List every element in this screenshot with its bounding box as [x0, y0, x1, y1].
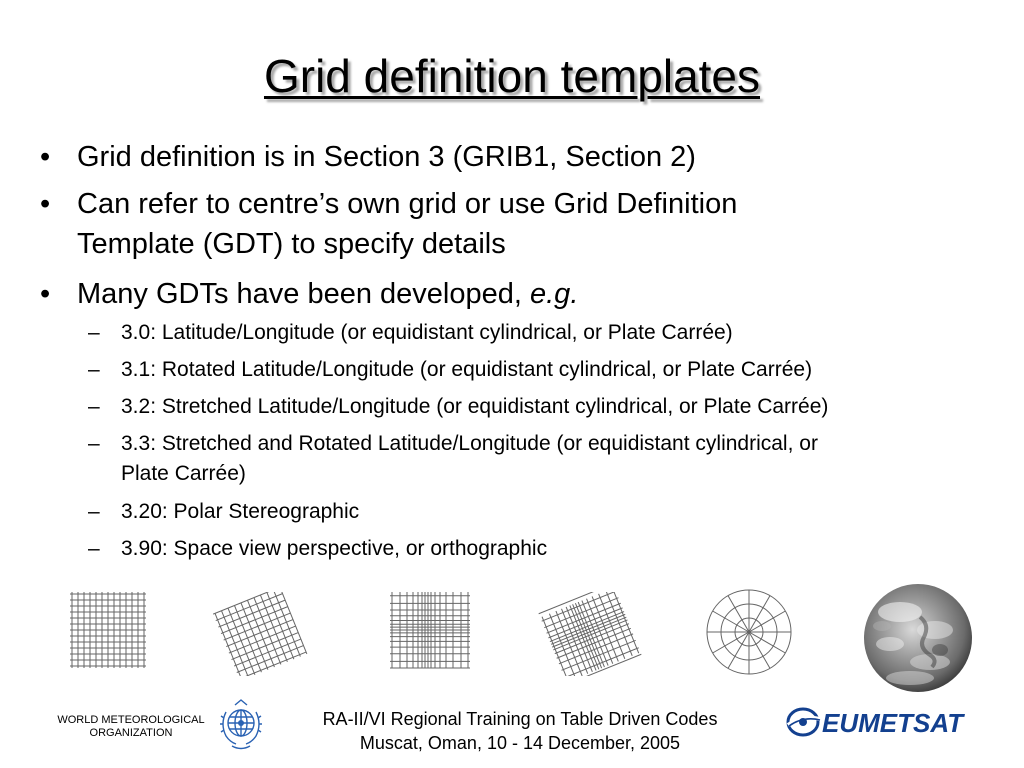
bullet-line: Can refer to centre’s own grid or use Grid Definition: [77, 188, 738, 220]
grid-line: [565, 648, 639, 676]
bullet-text-emphasis: e.g.: [530, 278, 579, 310]
sub-marker: –: [88, 358, 100, 381]
stretched-grid-svg: [388, 590, 472, 670]
earth-disk-svg: [860, 582, 976, 694]
sub-marker: –: [88, 321, 100, 344]
sub-marker: –: [88, 500, 100, 523]
grid-line: [542, 592, 616, 621]
bullet-marker: •: [40, 278, 51, 310]
grid-line: [544, 598, 618, 628]
grid-line: [213, 592, 280, 614]
slide-title: Grid definition templates: [263, 50, 761, 102]
bullet-marker: •: [40, 141, 51, 173]
space-view-earth-illustration: [860, 582, 976, 694]
wmo-name-line: WORLD METEOROLOGICAL: [57, 714, 205, 726]
grid-line: [749, 632, 785, 653]
rotated-grid-svg: [208, 592, 312, 676]
sub-line: 3.3: Stretched and Rotated Latitude/Longitude (or equidistant cylindrical, or: [121, 432, 818, 455]
sub-text: 3.90: Space view perspective, or orthographic: [121, 537, 548, 560]
bullet-text: Grid definition is in Section 3 (GRIB1, Section 2): [77, 141, 696, 173]
eumetsat-logo-text: EUMETSAT: [822, 708, 964, 738]
sub-text: 3.1: Rotated Latitude/Longitude (or equidistant cylindrical, or Plate Carrée): [121, 358, 813, 381]
grid-line: [557, 628, 631, 658]
bullet-line: Template (GDT) to specify details: [77, 228, 506, 260]
rotated-grid-illustration: [208, 592, 312, 676]
event-footer: [270, 707, 770, 755]
bullet-text-main: Many GDTs have been developed,: [77, 278, 530, 310]
wmo-name-line: ORGANIZATION: [89, 727, 173, 739]
grid-line: [550, 612, 624, 642]
sub-marker: –: [88, 432, 100, 455]
regular-grid-illustration: [68, 590, 148, 670]
grid-line: [728, 596, 749, 632]
stretched-rotated-grid-illustration: [538, 592, 642, 676]
event-footer-line: RA-II/VI Regional Training on Table Driven Codes: [322, 709, 718, 729]
sub-text: 3.2: Stretched Latitude/Longitude (or equidistant cylindrical, or Plate Carrée): [121, 395, 829, 418]
polar-stereographic-illustration: [702, 586, 796, 678]
grid-line: [553, 620, 627, 650]
sub-line: Plate Carrée): [121, 462, 246, 485]
bullet-marker: •: [40, 188, 51, 220]
sub-marker: –: [88, 395, 100, 418]
grid-line: [713, 611, 749, 632]
grid-line: [749, 611, 785, 632]
stretched-rotated-grid-svg: [538, 592, 642, 676]
grid-line: [559, 634, 633, 664]
event-footer-line: Muscat, Oman, 10 - 14 December, 2005: [359, 733, 681, 753]
grid-line: [749, 596, 770, 632]
grid-line: [749, 632, 770, 668]
grid-line: [547, 603, 621, 633]
stretched-grid-illustration: [388, 590, 472, 670]
bullet-text: [77, 184, 997, 264]
grid-line: [562, 640, 636, 670]
wmo-organization-name: [46, 714, 216, 740]
grid-line: [713, 632, 749, 653]
grid-line: [273, 592, 300, 657]
sub-text: [121, 429, 981, 489]
sub-marker: –: [88, 537, 100, 560]
sub-text: 3.0: Latitude/Longitude (or equidistant cylindrical, or Plate Carrée): [121, 321, 733, 344]
wmo-emblem-icon: [218, 698, 264, 757]
polar-stereographic-svg: [702, 586, 796, 678]
grid-line: [728, 632, 749, 668]
eumetsat-swoosh-icon: [786, 705, 822, 744]
sub-text: 3.20: Polar Stereographic: [121, 500, 360, 523]
bullet-text: [77, 274, 997, 314]
regular-grid-svg: [68, 590, 148, 670]
